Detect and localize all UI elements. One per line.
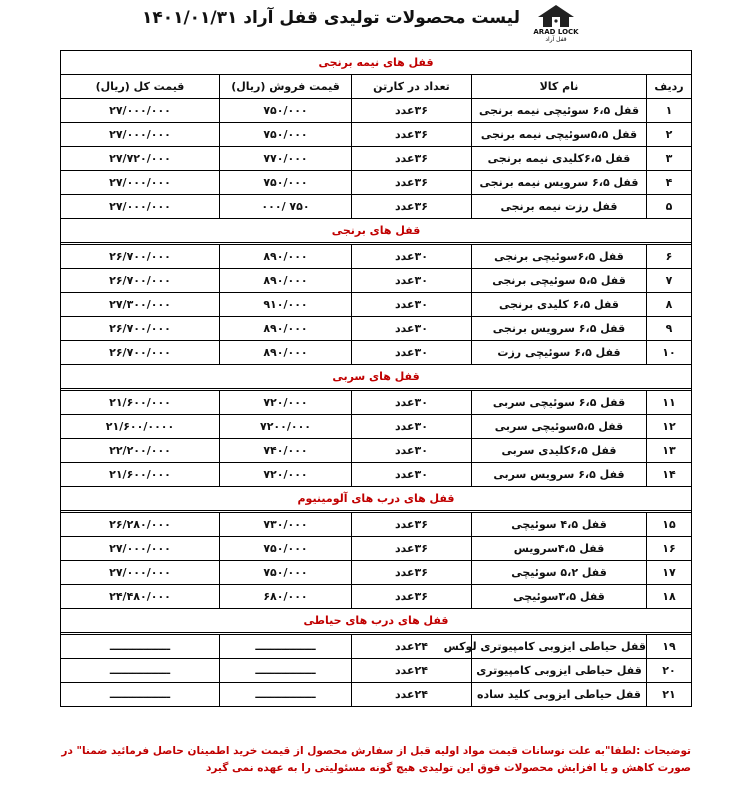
total-price: ۲۴/۴۸۰/۰۰۰ [61, 585, 220, 609]
total-price: ۲۷/۰۰۰/۰۰۰ [61, 195, 220, 219]
carton-quantity: ۳۰عدد [352, 317, 472, 341]
carton-quantity: ۳۰عدد [352, 439, 472, 463]
row-number: ۹ [647, 317, 692, 341]
sale-price: ۷۵۰/۰۰۰ [220, 99, 352, 123]
sale-price: ۷۵۰/۰۰۰ [220, 171, 352, 195]
row-number: ۲۰ [647, 659, 692, 683]
product-name: قفل ۴،۵سرویس [472, 537, 647, 561]
carton-quantity: ۳۶عدد [352, 147, 472, 171]
table-row [61, 147, 692, 171]
row-number: ۶ [647, 245, 692, 269]
table-row [61, 123, 692, 147]
product-name: قفل رزت نیمه برنجی [472, 195, 647, 219]
table-row [61, 463, 692, 487]
sale-price: ــــــــــــــــ [220, 635, 352, 659]
page-title: لیست محصولات تولیدی قفل آراد ۱۴۰۱/۰۱/۳۱ [141, 8, 520, 28]
sale-price: ۶۸۰/۰۰۰ [220, 585, 352, 609]
sale-price: ۷۵۰/۰۰۰ [220, 537, 352, 561]
table-row [61, 585, 692, 609]
table-row [61, 683, 692, 707]
total-price: ۲۶/۲۸۰/۰۰۰ [61, 513, 220, 537]
sale-price: ۷۳۰/۰۰۰ [220, 513, 352, 537]
section-title: قفل های نیمه برنجی [61, 51, 692, 75]
product-name: قفل ۶،۵سوئیچی برنجی [472, 245, 647, 269]
table-row [61, 341, 692, 365]
carton-quantity: ۳۶عدد [352, 561, 472, 585]
col-header-row: ردیف [647, 75, 692, 99]
sale-price: ــــــــــــــــ [220, 683, 352, 707]
total-price: ۲۱/۶۰۰/۰۰۰ [61, 391, 220, 415]
sale-price: ۷۲۰/۰۰۰ [220, 391, 352, 415]
notes-line-2: صورت کاهش و یا افزایش محصولات فوق این تولیدی هیچ گونه مسئولیتی را به عهده نمی گیرد [206, 762, 691, 774]
table-row [61, 293, 692, 317]
carton-quantity: ۳۰عدد [352, 245, 472, 269]
carton-quantity: ۳۶عدد [352, 171, 472, 195]
product-name: قفل ۶،۵ سوئیچی سربی [472, 391, 647, 415]
product-name: قفل ۶،۵ سرویس برنجی [472, 317, 647, 341]
table-row [61, 513, 692, 537]
sale-price: ــــــــــــــــ [220, 659, 352, 683]
sale-price: ۸۹۰/۰۰۰ [220, 341, 352, 365]
row-number: ۱۷ [647, 561, 692, 585]
section-header-row [61, 487, 692, 511]
row-number: ۴ [647, 171, 692, 195]
carton-quantity: ۳۰عدد [352, 391, 472, 415]
section-header-row [61, 609, 692, 633]
product-name: قفل حیاطی ایزوبی کامپیوتری [472, 659, 647, 683]
section-header-row [61, 51, 692, 75]
sale-price: ۸۹۰/۰۰۰ [220, 245, 352, 269]
row-number: ۲ [647, 123, 692, 147]
total-price: ۲۷/۰۰۰/۰۰۰ [61, 123, 220, 147]
product-name: قفل حیاطی ایزوبی کامپیوتری لوکس [472, 635, 647, 659]
total-price: ۲۱/۶۰۰/۰۰۰ [61, 463, 220, 487]
sale-price: ۷۷۰/۰۰۰ [220, 147, 352, 171]
table-row [61, 317, 692, 341]
col-header-sale-price: قیمت فروش (ریال) [220, 75, 352, 99]
price-table [60, 50, 692, 707]
table-row [61, 415, 692, 439]
col-header-name: نام کالا [472, 75, 647, 99]
table-row [61, 391, 692, 415]
section-title: قفل های درب های حیاطی [61, 609, 692, 633]
product-name: قفل ۶،۵کلیدی نیمه برنجی [472, 147, 647, 171]
row-number: ۵ [647, 195, 692, 219]
table-row [61, 561, 692, 585]
section-header-row [61, 219, 692, 243]
col-header-total-price: قیمت کل (ریال) [61, 75, 220, 99]
product-name: قفل ۴،۵ سوئیچی [472, 513, 647, 537]
row-number: ۷ [647, 269, 692, 293]
total-price: ۲۲/۲۰۰/۰۰۰ [61, 439, 220, 463]
total-price: ــــــــــــــــ [61, 659, 220, 683]
table-row [61, 439, 692, 463]
section-title: قفل های برنجی [61, 219, 692, 243]
table-row [61, 269, 692, 293]
table-row [61, 659, 692, 683]
product-name: قفل ۳،۵سوئیچی [472, 585, 647, 609]
product-name: قفل ۶،۵ سرویس نیمه برنجی [472, 171, 647, 195]
carton-quantity: ۲۴عدد [352, 635, 472, 659]
row-number: ۱۰ [647, 341, 692, 365]
sale-price: ۷۴۰/۰۰۰ [220, 439, 352, 463]
sale-price: ۷۵۰/۰۰۰ [220, 561, 352, 585]
column-header-row [61, 75, 692, 99]
company-logo [533, 4, 579, 48]
row-number: ۳ [647, 147, 692, 171]
table-row [61, 195, 692, 219]
total-price: ــــــــــــــــ [61, 635, 220, 659]
section-title: قفل های درب های آلومینیوم [61, 487, 692, 511]
row-number: ۸ [647, 293, 692, 317]
row-number: ۱۹ [647, 635, 692, 659]
row-number: ۱۴ [647, 463, 692, 487]
row-number: ۱۳ [647, 439, 692, 463]
house-logo-icon [536, 4, 576, 28]
sale-price: ۸۹۰/۰۰۰ [220, 317, 352, 341]
table-row [61, 171, 692, 195]
col-header-qty: تعداد در کارتن [352, 75, 472, 99]
total-price: ۲۷/۰۰۰/۰۰۰ [61, 561, 220, 585]
total-price: ۲۶/۷۰۰/۰۰۰ [61, 269, 220, 293]
product-name: قفل ۵،۵ سوئیچی برنجی [472, 269, 647, 293]
notes [60, 743, 691, 777]
sale-price: ۷۵۰/۰۰۰ [220, 123, 352, 147]
carton-quantity: ۳۶عدد [352, 513, 472, 537]
product-name: قفل حیاطی ایزوبی کلید ساده [472, 683, 647, 707]
sale-price: ۷۲۰/۰۰۰ [220, 463, 352, 487]
product-name: قفل ۶،۵ سرویس سربی [472, 463, 647, 487]
product-name: قفل ۶،۵ کلیدی برنجی [472, 293, 647, 317]
carton-quantity: ۳۰عدد [352, 341, 472, 365]
total-price: ۲۷/۰۰۰/۰۰۰ [61, 171, 220, 195]
sale-price: ۷۵۰ /۰۰۰ [220, 195, 352, 219]
table-row [61, 245, 692, 269]
carton-quantity: ۳۶عدد [352, 537, 472, 561]
total-price: ۲۷/۰۰۰/۰۰۰ [61, 99, 220, 123]
total-price: ۲۷/۳۰۰/۰۰۰ [61, 293, 220, 317]
product-name: قفل ۶،۵کلیدی سربی [472, 439, 647, 463]
section-header-row [61, 365, 692, 389]
product-name: قفل ۵،۵سوئیچی سربی [472, 415, 647, 439]
total-price: ۲۶/۷۰۰/۰۰۰ [61, 245, 220, 269]
notes-line-1: توضیحات :لطفا"به علت نوسانات قیمت مواد اولیه قبل از سفارش محصول از قیمت خرید اطمینان حاصل فرمائید ضمنا" در [61, 745, 691, 757]
table-row [61, 99, 692, 123]
row-number: ۱ [647, 99, 692, 123]
sale-price: ۹۱۰/۰۰۰ [220, 293, 352, 317]
carton-quantity: ۳۶عدد [352, 123, 472, 147]
page-header [0, 0, 753, 50]
carton-quantity: ۳۶عدد [352, 585, 472, 609]
logo-text-persian: قفل آراد [545, 36, 567, 43]
carton-quantity: ۳۰عدد [352, 415, 472, 439]
carton-quantity: ۲۴عدد [352, 683, 472, 707]
sale-price: ۷۲۰۰/۰۰۰ [220, 415, 352, 439]
carton-quantity: ۳۰عدد [352, 269, 472, 293]
row-number: ۲۱ [647, 683, 692, 707]
row-number: ۱۱ [647, 391, 692, 415]
product-name: قفل ۶،۵ سوئیچی نیمه برنجی [472, 99, 647, 123]
carton-quantity: ۳۶عدد [352, 99, 472, 123]
carton-quantity: ۳۰عدد [352, 463, 472, 487]
total-price: ۲۷/۰۰۰/۰۰۰ [61, 537, 220, 561]
section-title: قفل های سربی [61, 365, 692, 389]
carton-quantity: ۳۰عدد [352, 293, 472, 317]
table-row [61, 537, 692, 561]
total-price: ــــــــــــــــ [61, 683, 220, 707]
row-number: ۱۶ [647, 537, 692, 561]
row-number: ۱۲ [647, 415, 692, 439]
table-row [61, 635, 692, 659]
logo-text-latin: ARAD LOCK [533, 28, 579, 36]
carton-quantity: ۲۴عدد [352, 659, 472, 683]
total-price: ۲۷/۷۲۰/۰۰۰ [61, 147, 220, 171]
product-name: قفل ۵،۵سوئیچی نیمه برنجی [472, 123, 647, 147]
total-price: ۲۱/۶۰۰/۰۰۰۰ [61, 415, 220, 439]
product-name: قفل ۵،۲ سوئیچی [472, 561, 647, 585]
carton-quantity: ۳۶عدد [352, 195, 472, 219]
total-price: ۲۶/۷۰۰/۰۰۰ [61, 317, 220, 341]
row-number: ۱۵ [647, 513, 692, 537]
total-price: ۲۶/۷۰۰/۰۰۰ [61, 341, 220, 365]
product-name: قفل ۶،۵ سوئیچی رزت [472, 341, 647, 365]
row-number: ۱۸ [647, 585, 692, 609]
sale-price: ۸۹۰/۰۰۰ [220, 269, 352, 293]
